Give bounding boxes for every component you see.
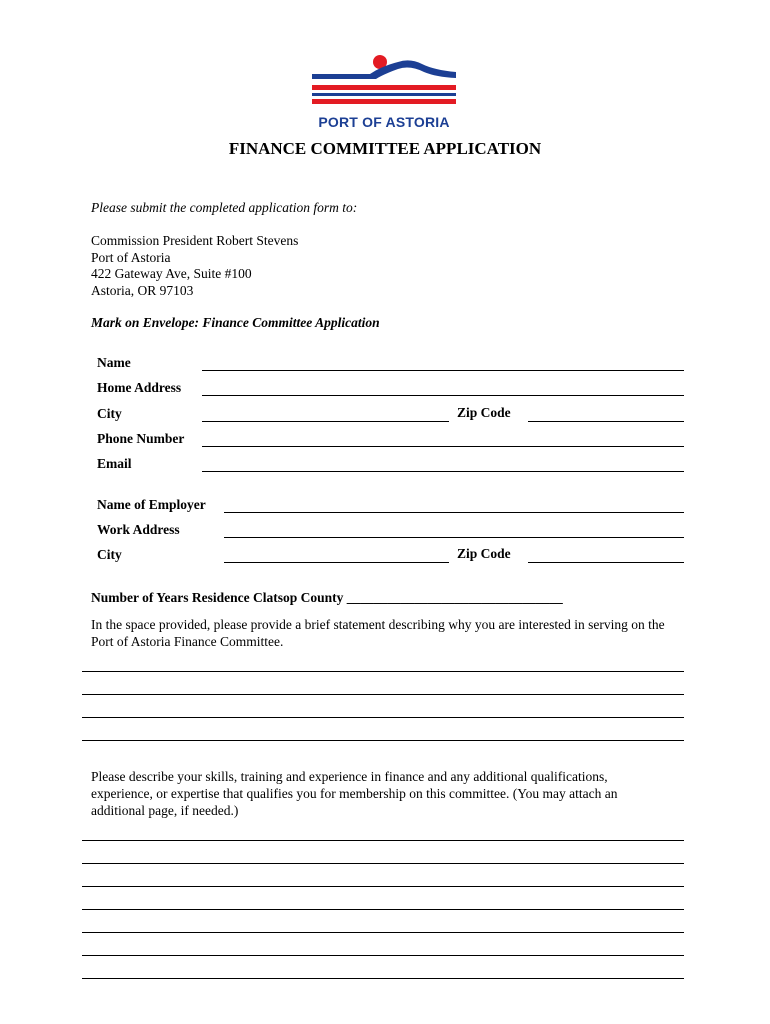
work-zip-code-label: Zip Code <box>457 546 511 561</box>
address-line: Astoria, OR 97103 <box>91 282 194 298</box>
email-field[interactable] <box>202 471 684 472</box>
years-residence-label[interactable]: Number of Years Residence Clatsop County ________________________________ <box>91 590 563 605</box>
phone-number-field[interactable] <box>202 446 684 447</box>
employer-name-field[interactable] <box>224 512 684 513</box>
zip-code-field[interactable] <box>528 421 684 422</box>
home-address-label: Home Address <box>97 380 182 395</box>
logo-graphic <box>310 52 458 114</box>
work-zip-code-field[interactable] <box>528 562 684 563</box>
skills-answer-line[interactable] <box>82 886 684 887</box>
interest-answer-line[interactable] <box>82 717 684 718</box>
mailing-address <box>91 233 298 299</box>
skills-answer-line[interactable] <box>82 932 684 933</box>
skills-answer-line[interactable] <box>82 863 684 864</box>
logo-text: PORT OF ASTORIA <box>318 114 450 130</box>
work-city-field[interactable] <box>224 562 449 563</box>
zip-code-label: Zip Code <box>457 405 511 420</box>
name-label: Name <box>97 355 131 370</box>
work-address-label: Work Address <box>97 522 180 537</box>
address-line: 422 Gateway Ave, Suite #100 <box>91 266 252 281</box>
home-address-field[interactable] <box>202 395 684 396</box>
interest-answer-line[interactable] <box>82 671 684 672</box>
skills-answer-line[interactable] <box>82 840 684 841</box>
submit-note: Please submit the completed application form to: <box>91 200 358 215</box>
address-line: Commission President Robert Stevens <box>91 233 299 248</box>
envelope-note: Mark on Envelope: Finance Committee Application <box>91 315 380 330</box>
city-label: City <box>97 406 122 421</box>
skills-prompt: Please describe your skills, training and experience in finance and any additional qualifications, experience, or expertise that qualifies you for membership on this committee. (You may attach an additional page, if needed.) <box>91 769 618 818</box>
city-field[interactable] <box>202 421 449 422</box>
skills-answer-line[interactable] <box>82 909 684 910</box>
interest-answer-line[interactable] <box>82 740 684 741</box>
interest-prompt: In the space provided, please provide a brief statement describing why you are interested in serving on the Port of Astoria Finance Committee. <box>91 617 665 649</box>
page-title: FINANCE COMMITTEE APPLICATION <box>228 139 542 158</box>
email-label: Email <box>97 456 132 471</box>
skills-answer-line[interactable] <box>82 978 684 979</box>
skills-answer-line[interactable] <box>82 955 684 956</box>
address-line: Port of Astoria <box>91 249 171 265</box>
work-address-field[interactable] <box>224 537 684 538</box>
name-field[interactable] <box>202 370 684 371</box>
phone-number-label: Phone Number <box>97 431 185 446</box>
employer-name-label: Name of Employer <box>97 497 206 512</box>
interest-answer-line[interactable] <box>82 694 684 695</box>
work-city-label: City <box>97 547 122 562</box>
port-of-astoria-logo <box>310 52 458 132</box>
